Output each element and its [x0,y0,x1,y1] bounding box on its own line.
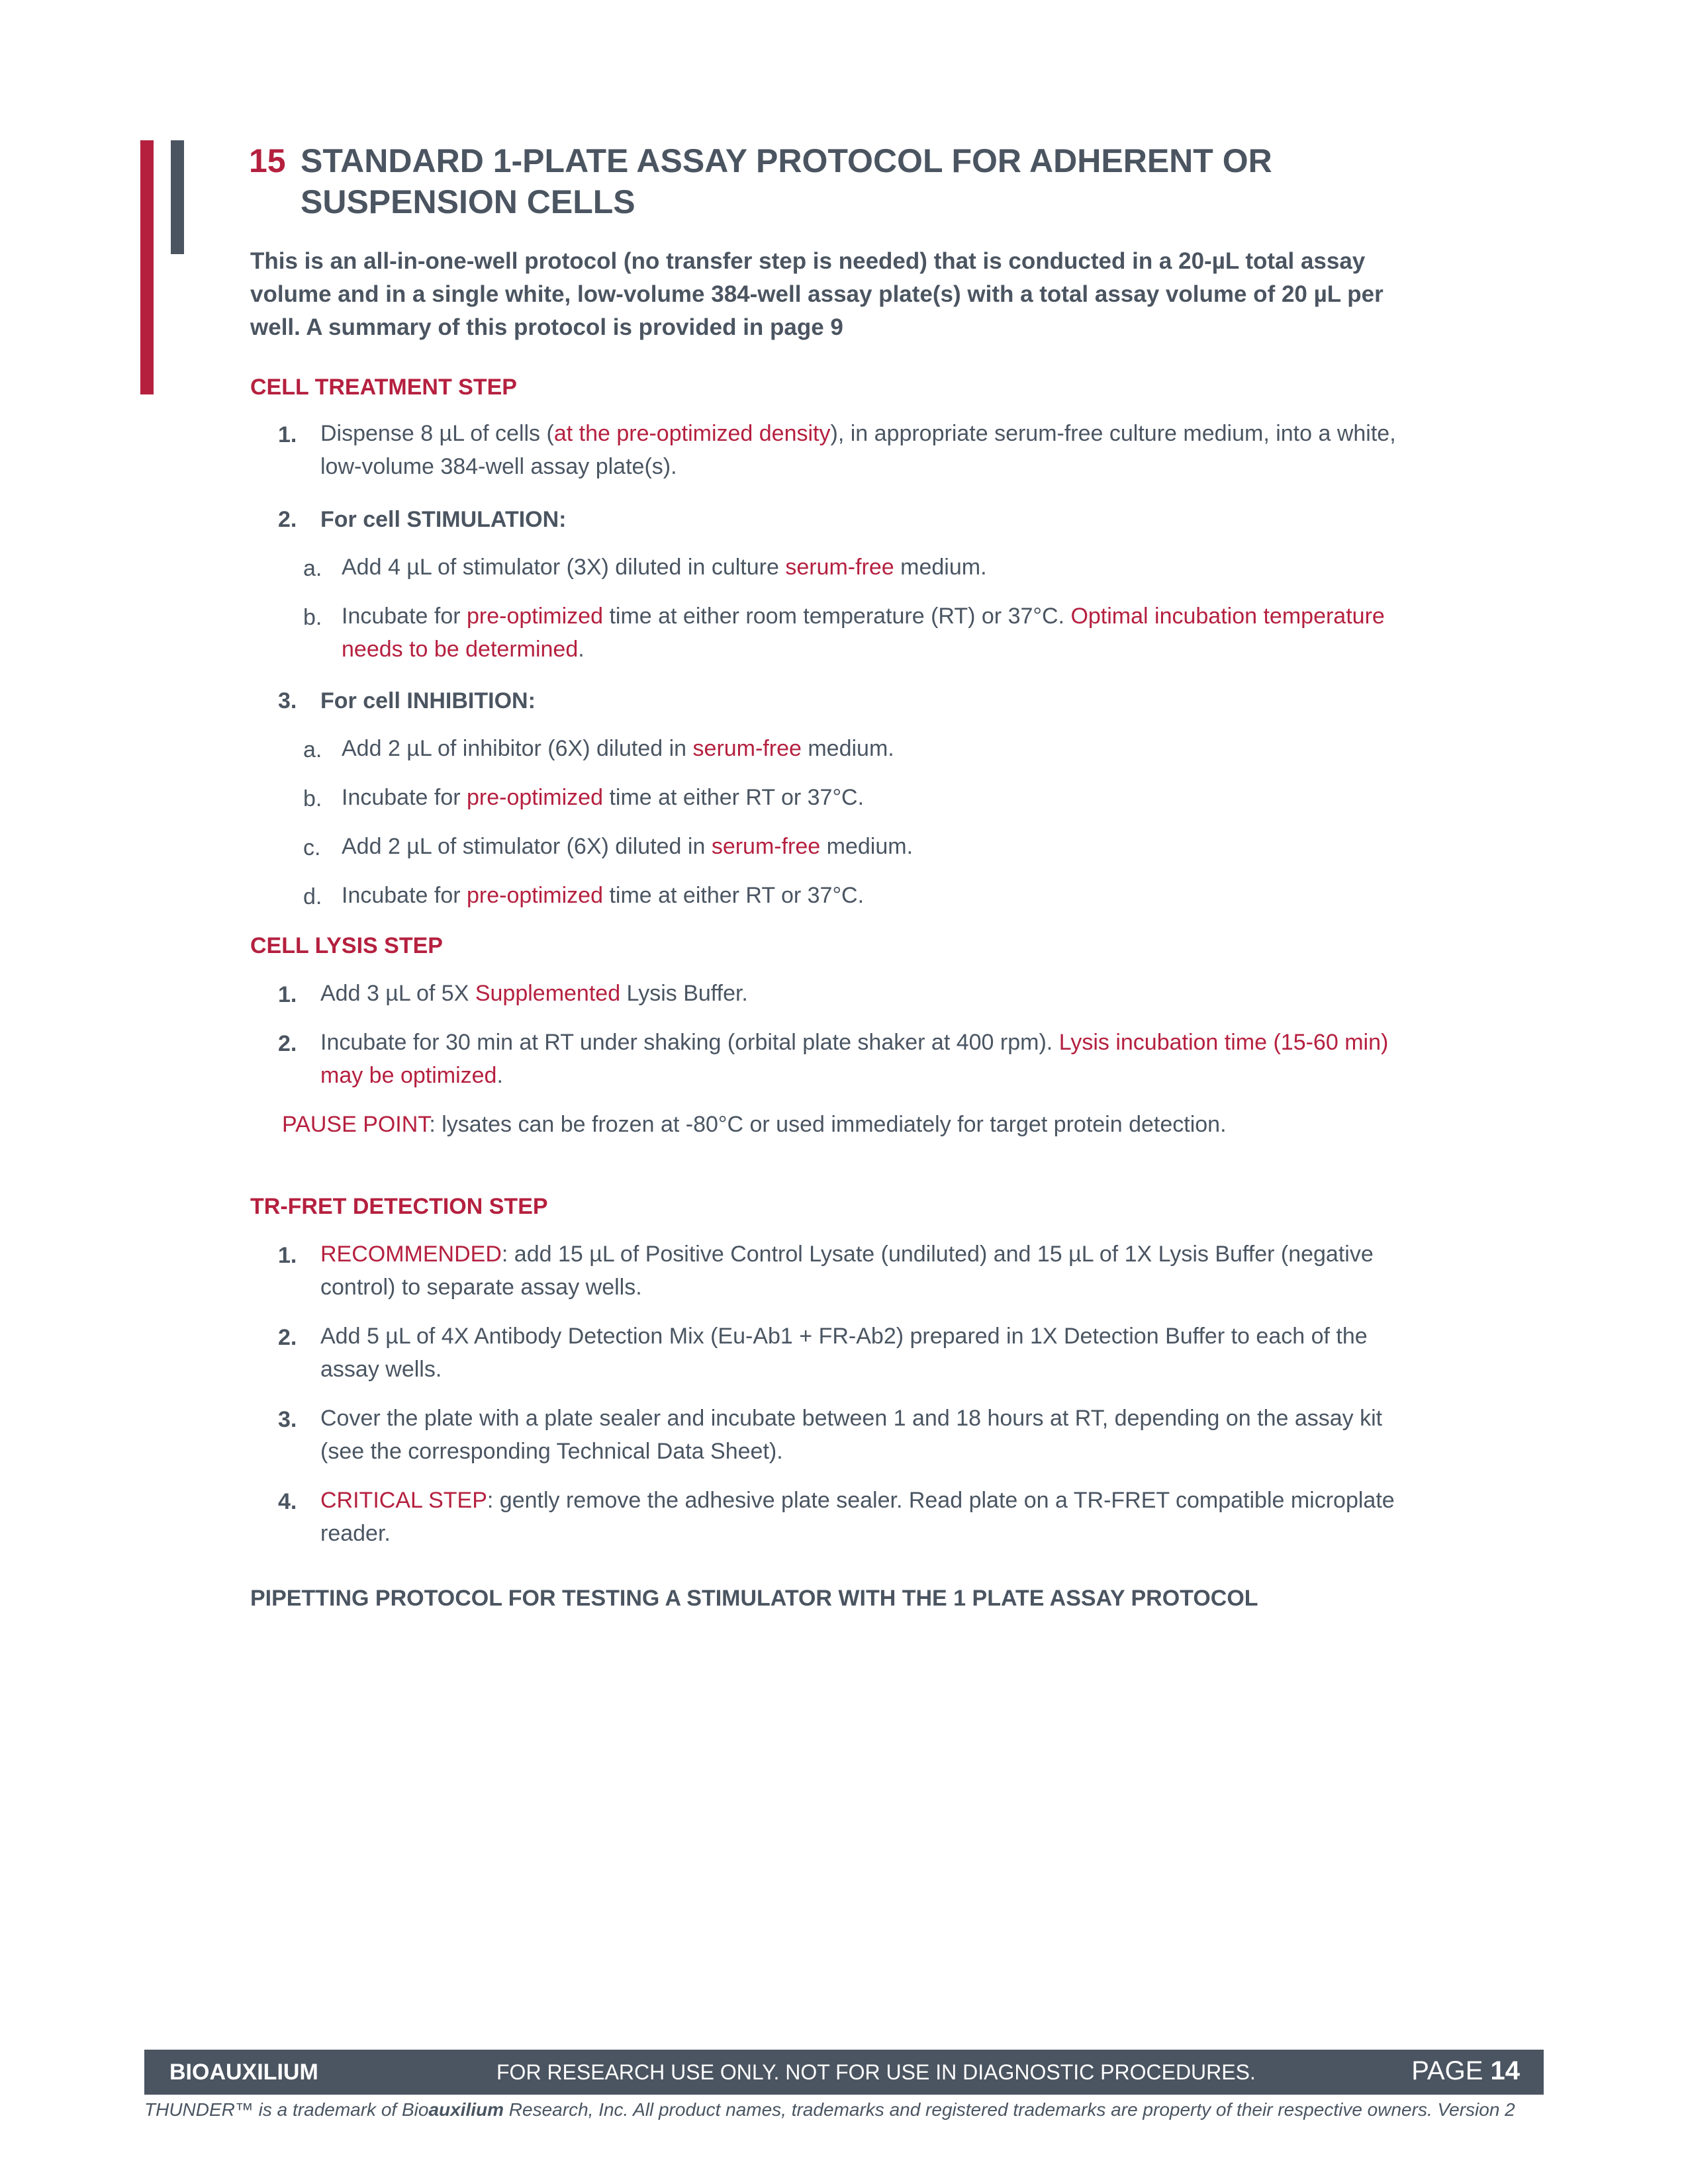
step-number: 2. [278,1325,297,1350]
stimulation-step-a: Add 4 µL of stimulator (3X) diluted in culture serum-free medium. [342,555,987,580]
heading-detection: TR-FRET DETECTION STEP [250,1194,548,1219]
footer-bar [144,2050,1544,2095]
heading-cell-lysis: CELL LYSIS STEP [250,933,443,958]
step-number: 4. [278,1489,297,1514]
inhibition-step-c: Add 2 µL of stimulator (6X) diluted in serum-free medium. [342,834,914,859]
detection-step-1: RECOMMENDED: add 15 µL of Positive Control Lysate (undiluted) and 15 µL of 1X Lysis Buffer (negative control) to separate assay wells. [320,1242,1374,1300]
trademark-notice: THUNDER™ is a trademark of Bioauxilium Research, Inc. All product names, trademarks and registered trademarks are property of their respective owners. Version 2 [144,2099,1515,2120]
stimulation-label: For cell STIMULATION: [320,507,567,532]
pipetting-heading: PIPETTING PROTOCOL FOR TESTING A STIMULATOR WITH THE 1 PLATE ASSAY PROTOCOL [250,1586,1258,1611]
sub-letter: b. [303,786,322,811]
accent-bar-red [140,140,154,394]
step-number: 1. [278,982,297,1007]
sub-letter: b. [303,605,322,630]
step-number: 1. [278,1243,297,1268]
section-number: 15 [249,142,286,179]
treatment-step-1: Dispense 8 µL of cells (at the pre-optimized density), in appropriate serum-free culture medium, into a white, low-volume 384-well assay plate(s). [320,421,1396,479]
step-number: 2. [278,1031,297,1056]
sub-letter: a. [303,737,322,762]
inhibition-label: For cell INHIBITION: [320,688,536,713]
heading-cell-treatment: CELL TREATMENT STEP [250,375,517,400]
lysis-step-2: Incubate for 30 min at RT under shaking (orbital plate shaker at 400 rpm). Lysis incubation time (15-60 min) may be optimized. [320,1030,1389,1088]
step-number: 3. [278,1407,297,1432]
inhibition-step-d: Incubate for pre-optimized time at either RT or 37°C. [342,883,865,908]
inhibition-step-b: Incubate for pre-optimized time at either RT or 37°C. [342,785,865,810]
step-number: 3. [278,688,297,713]
section-title-text: STANDARD 1-PLATE ASSAY PROTOCOL FOR ADHERENT OR SUSPENSION CELLS [301,142,1272,220]
footer-notice: FOR RESEARCH USE ONLY. NOT FOR USE IN DIAGNOSTIC PROCEDURES. [496,2060,1256,2084]
accent-bar-gray [171,140,184,254]
step-number: 1. [278,422,297,447]
sub-letter: d. [303,884,322,909]
footer-brand: BIOAUXILIUM [169,2060,318,2085]
stimulation-step-b: Incubate for pre-optimized time at either room temperature (RT) or 37°C. Optimal incubation temperature needs to be determined. [342,604,1385,662]
sub-letter: c. [303,835,321,860]
detection-step-4: CRITICAL STEP: gently remove the adhesive plate sealer. Read plate on a TR-FRET compatible microplate reader. [320,1488,1395,1546]
detection-step-2: Add 5 µL of 4X Antibody Detection Mix (Eu-Ab1 + FR-Ab2) prepared in 1X Detection Buffer to each of the assay wells. [320,1324,1368,1382]
step-number: 2. [278,507,297,532]
intro-paragraph: This is an all-in-one-well protocol (no transfer step is needed) that is conducted in a 20-µL total assay volume and in a single white, low-volume 384-well assay plate(s) with a total assay volume of 20 µL per well. A summary of this protocol is provided in page 9 [250,248,1383,340]
detection-step-3: Cover the plate with a plate sealer and incubate between 1 and 18 hours at RT, depending on the assay kit (see the corresponding Technical Data Sheet). [320,1406,1383,1464]
pause-point: PAUSE POINT: lysates can be frozen at -80°C or used immediately for target protein detection. [282,1112,1227,1137]
inhibition-step-a: Add 2 µL of inhibitor (6X) diluted in serum-free medium. [342,736,894,761]
page-number: PAGE 14 [1411,2056,1520,2085]
lysis-step-1: Add 3 µL of 5X Supplemented Lysis Buffer. [320,981,748,1006]
sub-letter: a. [303,556,322,581]
